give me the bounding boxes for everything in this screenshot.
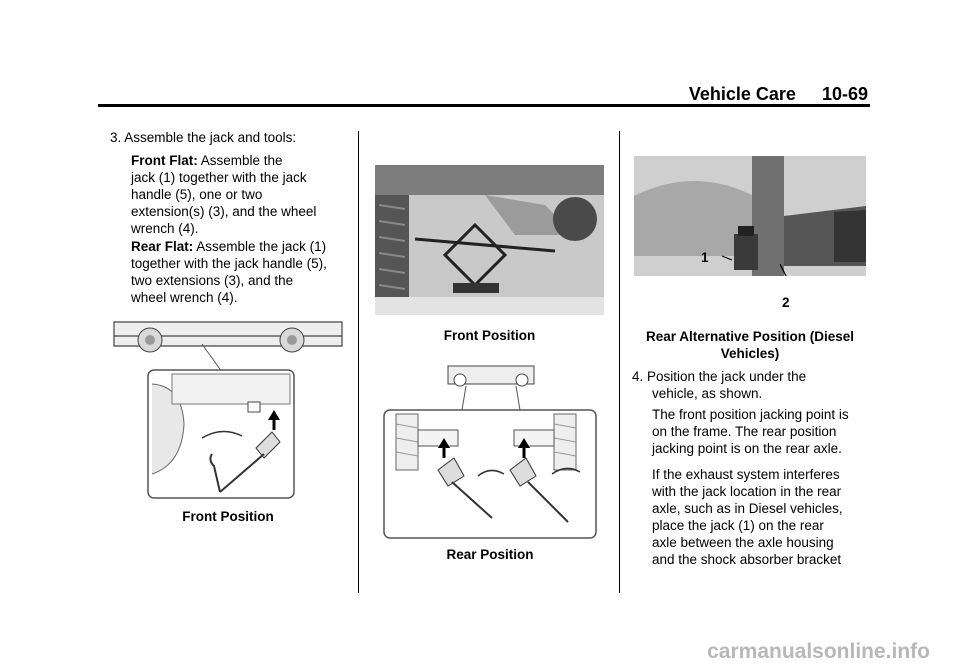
header-rule — [98, 104, 870, 107]
figure-caption-rear-position: Rear Position — [446, 547, 534, 562]
rear-position-diagram — [382, 358, 598, 542]
front-flat-paragraph: Front Flat: Assemble the jack (1) together with the jack handle (5), one or two extension(s) (3), and the wheel wrench (4). — [131, 153, 317, 236]
column-divider-1 — [358, 131, 359, 593]
figure-caption-front-position-photo: Front Position — [443, 328, 536, 343]
rear-flat-paragraph: Rear Flat: Assemble the jack (1) together with the jack handle (5), two extensions (3), and the wheel wrench (4). — [131, 239, 327, 305]
step-4: 4. Position the jack under the vehicle, as shown. — [632, 369, 807, 401]
rear-tire-right — [554, 414, 576, 470]
rear-alternative-position-photo — [634, 156, 866, 312]
figure-caption-rear-alternative: Rear Alternative Position (Diesel Vehicles) — [645, 329, 855, 361]
vehicle-front-wheel — [138, 328, 162, 352]
jacking-point-paragraph: The front position jacking point is on the frame. The rear position jacking point is on the rear axle. — [652, 407, 849, 456]
exhaust-paragraph: If the exhaust system interferes with the jack location in the rear axle, such as in Diesel vehicles, place the jack (1) on the rear axle between the axle housing and the shock absorber bracket — [652, 467, 843, 567]
callout-2: 2 — [782, 295, 790, 310]
front-position-diagram — [112, 314, 344, 504]
exhaust-pipe — [784, 206, 866, 266]
page-number: 10-69 — [821, 84, 868, 104]
figure-caption-front-position: Front Position — [182, 509, 274, 524]
footer-watermark: carmanualsonline.info — [707, 640, 930, 663]
section-title: Vehicle Care — [688, 84, 796, 104]
front-jack-photo — [375, 165, 604, 315]
rear-flat-label: Rear Flat: — [131, 239, 194, 254]
front-flat-label: Front Flat: — [131, 153, 198, 168]
column-divider-2 — [619, 131, 620, 593]
page-header — [689, 84, 868, 105]
vehicle-rear-wheel — [280, 328, 304, 352]
step-3: 3. Assemble the jack and tools: — [110, 130, 297, 145]
rear-tire-left — [396, 414, 418, 470]
callout-1: 1 — [701, 250, 709, 265]
